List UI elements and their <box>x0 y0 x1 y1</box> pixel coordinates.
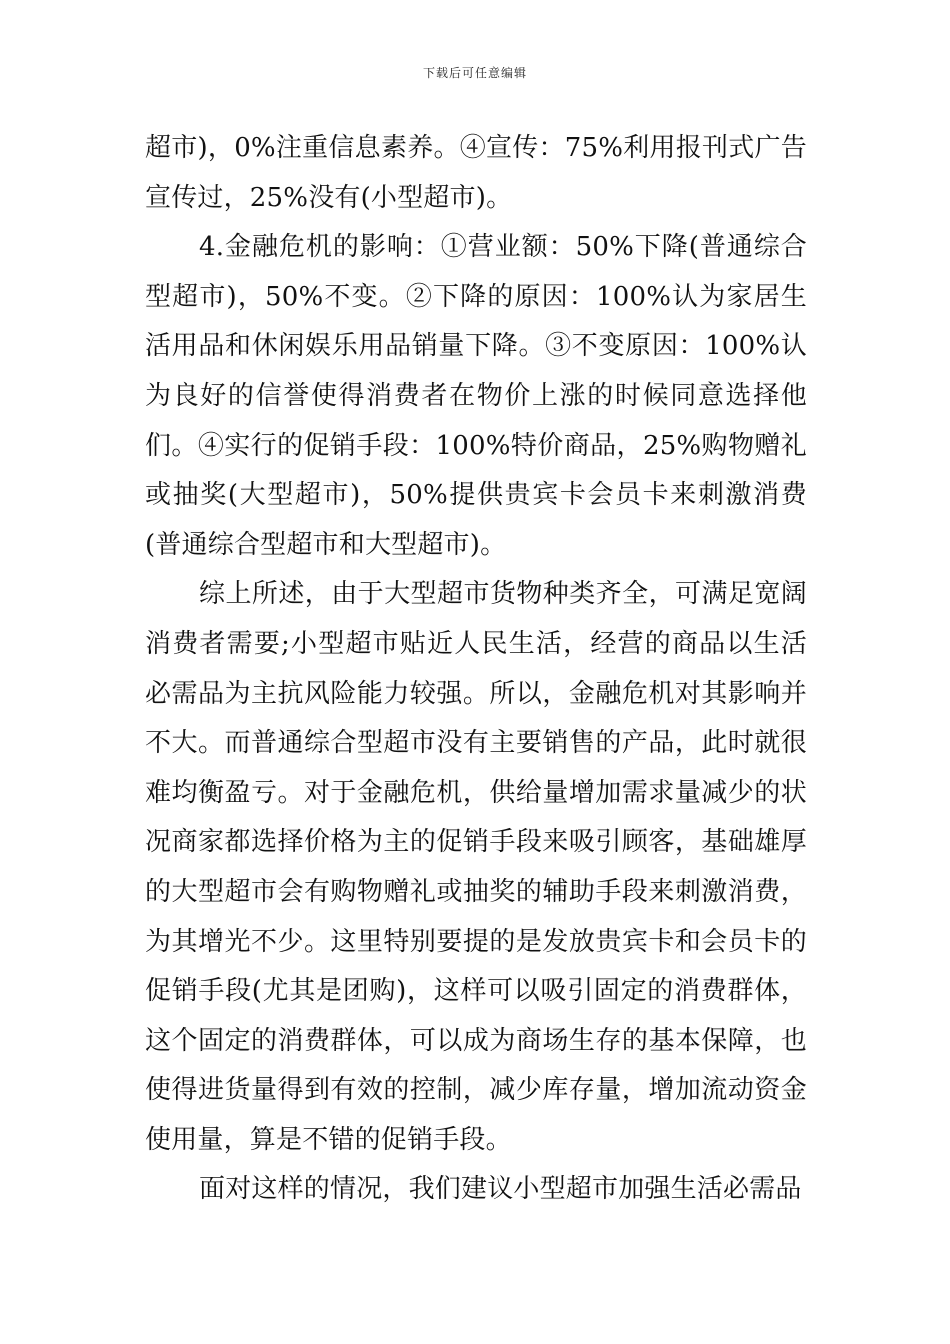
document-body <box>145 124 807 1215</box>
paragraph-recommendation: 面对这样的情况，我们建议小型超市加强生活必需品 <box>199 1174 802 1205</box>
paragraph-financial-crisis-impact: 4.金融危机的影响：①营业额：50%下降(普通综合型超市)，50%不变。②下降的原因：100%认为家居生活用品和休闲娱乐用品销量下降。③不变原因：100%认为良好的信誉使得消费者在物价上涨的时候同意选择他们。④实行的促销手段：100%特价商品，25%购物赠礼或抽奖(大型超市)，50%提供贵宾卡会员卡来刺激消费(普通综合型超市和大型超市)。 <box>145 232 807 560</box>
paragraph-summary: 综上所述，由于大型超市货物种类齐全，可满足宽阔消费者需要;小型超市贴近人民生活，经营的商品以生活必需品为主抗风险能力较强。所以，金融危机对其影响并不大。而普通综合型超市没有主要销售的产品，此时就很难均衡盈亏。对于金融危机，供给量增加需求量减少的状况商家都选择价格为主的促销手段来吸引顾客，基础雄厚的大型超市会有购物赠礼或抽奖的辅助手段来刺激消费，为其增光不少。这里特别要提的是发放贵宾卡和会员卡的促销手段(尤其是团购)，这样可以吸引固定的消费群体，这个固定的消费群体，可以成为商场生存的基本保障，也使得进货量得到有效的控制，减少库存量，增加流动资金使用量，算是不错的促销手段。 <box>145 579 807 1155</box>
page-header: 下载后可任意编辑 <box>422 66 527 80</box>
paragraph-promotion-survey: 超市)，0%注重信息素养。④宣传：75%利用报刊式广告宣传过，25%没有(小型超市)。 <box>145 133 807 213</box>
